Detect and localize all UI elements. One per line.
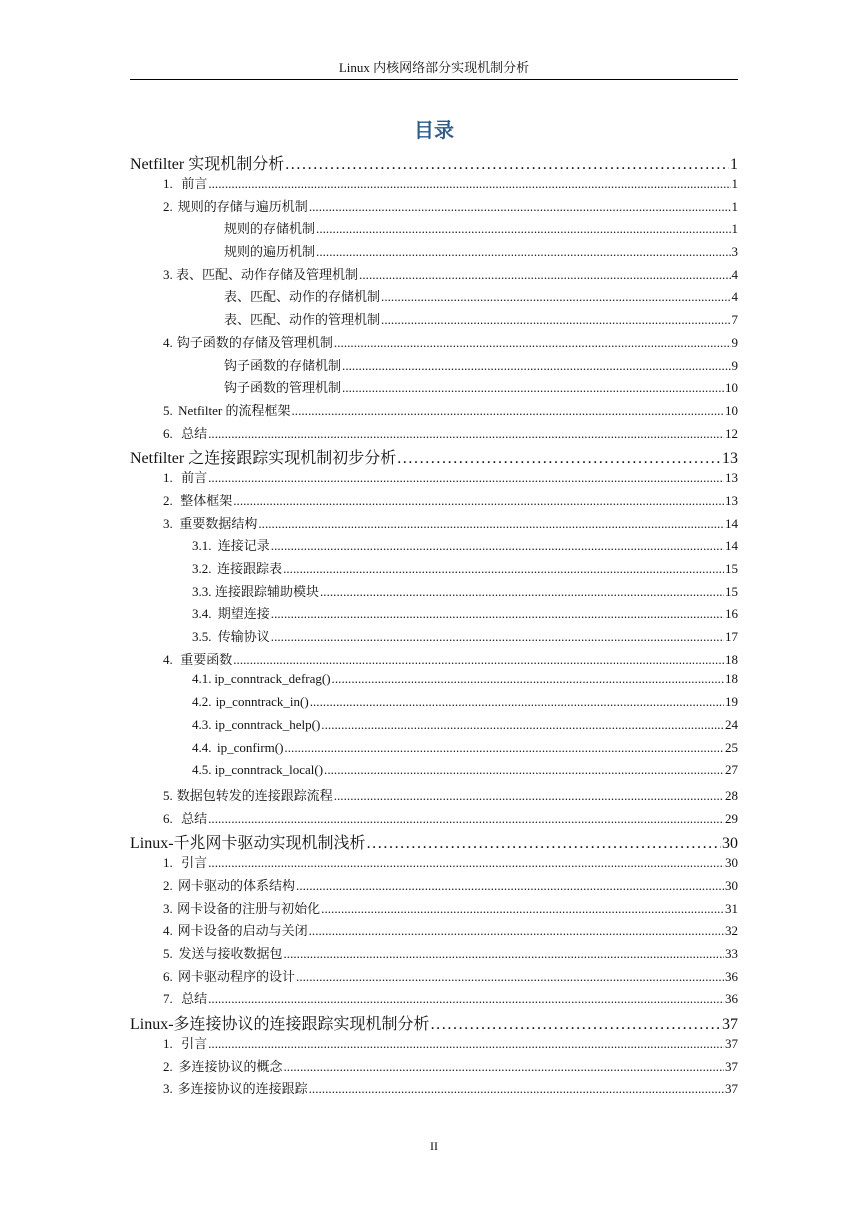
toc-entry-title: Linux-多连接协议的连接跟踪实现机制分析 xyxy=(130,1016,430,1034)
toc-entry-page: 7 xyxy=(731,312,738,328)
toc-entry-page: 10 xyxy=(725,380,738,396)
toc-dot-leader xyxy=(431,1016,721,1034)
toc-entry[interactable] xyxy=(130,717,738,740)
toc-entry-number: 6. xyxy=(163,968,173,984)
toc-entry-number: 3. xyxy=(163,1081,173,1097)
toc-entry[interactable] xyxy=(130,309,738,332)
toc-entry-title: 重要数据结构 xyxy=(179,515,258,531)
toc-entry[interactable] xyxy=(130,355,738,378)
toc-dot-leader xyxy=(271,629,724,645)
toc-entry-page: 30 xyxy=(722,835,738,853)
toc-entry-number: 4. xyxy=(163,923,173,939)
toc-entry[interactable] xyxy=(130,966,738,989)
toc-dot-leader xyxy=(332,671,724,687)
header-rule xyxy=(130,79,738,80)
toc-entry-page: 36 xyxy=(725,991,738,1007)
toc-entry[interactable] xyxy=(130,626,738,649)
toc-entry[interactable] xyxy=(130,490,738,513)
toc-entry-title: 传输协议 xyxy=(217,629,270,645)
toc-entry-title: 钩子函数的存储及管理机制 xyxy=(176,334,333,350)
toc-entry[interactable] xyxy=(130,558,738,581)
toc-dot-leader xyxy=(316,244,730,260)
toc-entry-page: 9 xyxy=(731,334,738,350)
toc-entry-page: 17 xyxy=(725,629,738,645)
toc-dot-leader xyxy=(285,156,729,174)
toc-entry-title: 前言 xyxy=(181,470,208,486)
toc-entry-number: 5. xyxy=(163,946,173,961)
toc-entry-title: 连接记录 xyxy=(217,538,270,554)
toc-entry-number: 5. xyxy=(163,402,173,418)
toc-entry-title: Netfilter 的流程框架 xyxy=(178,402,291,418)
toc-entry-page: 25 xyxy=(725,739,738,755)
toc-entry-title: 规则的存储与遍历机制 xyxy=(177,198,308,214)
toc-entry-title: 表、匹配、动作的存储机制 xyxy=(224,289,381,305)
toc-dot-leader xyxy=(296,878,724,894)
toc-entry-number: 1. xyxy=(163,855,173,871)
toc-dot-leader xyxy=(208,470,724,486)
toc-entry[interactable] xyxy=(130,513,738,536)
toc-entry-number: 1. xyxy=(163,470,173,486)
toc-entry[interactable] xyxy=(130,920,738,943)
toc-entry[interactable] xyxy=(130,467,738,490)
toc-entry[interactable] xyxy=(130,581,738,604)
toc-entry[interactable] xyxy=(130,603,738,626)
toc-dot-leader xyxy=(283,1059,724,1075)
table-of-contents xyxy=(130,151,738,1101)
toc-entry[interactable] xyxy=(130,808,738,831)
toc-entry[interactable] xyxy=(130,785,738,808)
toc-dot-leader xyxy=(284,740,724,756)
toc-entry-page: 28 xyxy=(725,787,738,803)
toc-entry-title: 发送与接收数据包 xyxy=(178,946,283,961)
toc-dot-leader xyxy=(321,901,724,917)
toc-dot-leader xyxy=(334,788,724,804)
toc-dot-leader xyxy=(309,923,724,939)
toc-entry-number: 4.5. xyxy=(192,762,212,778)
toc-entry-number: 2. xyxy=(163,198,173,214)
toc-dot-leader xyxy=(296,969,724,985)
toc-entry-page: 18 xyxy=(725,651,738,667)
toc-entry-title: 多连接协议的概念 xyxy=(178,1058,283,1074)
toc-entry[interactable] xyxy=(130,377,738,400)
toc-entry-title: 总结 xyxy=(181,810,208,826)
toc-entry-page: 13 xyxy=(725,470,738,486)
toc-entry-number: 3.3. xyxy=(192,583,212,599)
toc-entry-title: 表、匹配、动作的管理机制 xyxy=(224,312,381,328)
toc-entry[interactable] xyxy=(130,943,738,966)
toc-entry-page: 30 xyxy=(725,877,738,893)
toc-entry[interactable] xyxy=(130,535,738,558)
toc-entry-title: 引言 xyxy=(181,1036,208,1052)
toc-entry[interactable] xyxy=(130,1011,738,1033)
toc-dot-leader xyxy=(334,335,731,351)
toc-entry-title: 整体框架 xyxy=(180,492,233,508)
toc-entry-number: 3. xyxy=(163,266,173,282)
toc-entry-page: 1 xyxy=(731,221,738,237)
toc-entry-title: ip_confirm() xyxy=(217,739,284,755)
toc-entry[interactable] xyxy=(130,762,738,785)
toc-dot-leader xyxy=(381,289,730,305)
toc-entry-page: 37 xyxy=(722,1016,738,1034)
toc-entry[interactable] xyxy=(130,852,738,875)
toc-dot-leader xyxy=(342,358,730,374)
toc-entry[interactable] xyxy=(130,286,738,309)
toc-entry[interactable] xyxy=(130,988,738,1011)
toc-dot-leader xyxy=(233,493,724,509)
running-header: Linux 内核网络部分实现机制分析 xyxy=(338,60,530,75)
toc-entry[interactable] xyxy=(130,1078,738,1101)
toc-entry-page: 12 xyxy=(725,425,738,441)
toc-entry-title: 网卡驱动的体系结构 xyxy=(178,877,296,893)
toc-entry-page: 33 xyxy=(725,946,738,961)
toc-entry-title: 网卡驱动程序的设计 xyxy=(178,968,296,984)
toc-entry-title: 数据包转发的连接跟踪流程 xyxy=(176,787,333,803)
toc-entry-page: 18 xyxy=(725,671,738,687)
toc-entry[interactable] xyxy=(130,740,738,763)
toc-dot-leader xyxy=(291,403,724,419)
toc-dot-leader xyxy=(283,946,724,962)
toc-entry-number: 2. xyxy=(163,1058,173,1074)
toc-entry-title: 网卡设备的注册与初始化 xyxy=(177,900,321,916)
toc-entry-number: 3.4. xyxy=(192,606,212,622)
toc-entry[interactable] xyxy=(130,173,738,196)
toc-entry-number: 3.2. xyxy=(192,561,212,576)
toc-entry[interactable] xyxy=(130,151,738,173)
toc-entry-title: 钩子函数的存储机制 xyxy=(224,357,342,373)
toc-entry[interactable] xyxy=(130,875,738,898)
toc-entry-number: 4.1. xyxy=(192,671,212,687)
toc-entry-title: 引言 xyxy=(181,855,208,871)
toc-dot-leader xyxy=(233,652,724,668)
toc-entry-title: ip_conntrack_local() xyxy=(214,762,324,778)
toc-entry-number: 5. xyxy=(163,787,173,803)
toc-entry[interactable] xyxy=(130,830,738,852)
toc-dot-leader xyxy=(310,694,724,710)
toc-entry-number: 6. xyxy=(163,425,173,441)
toc-entry-number: 3. xyxy=(163,515,173,531)
toc-dot-leader xyxy=(342,380,724,396)
toc-entry-number: 1. xyxy=(163,1036,173,1052)
toc-dot-leader xyxy=(316,221,730,237)
toc-entry[interactable] xyxy=(130,264,738,287)
toc-entry-title: Linux-千兆网卡驱动实现机制浅析 xyxy=(130,835,366,853)
toc-entry-number: 3.5. xyxy=(192,629,212,645)
toc-entry[interactable] xyxy=(130,1056,738,1079)
toc-entry-page: 31 xyxy=(725,900,738,916)
toc-entry-page: 14 xyxy=(725,538,738,554)
toc-entry-page: 1 xyxy=(730,156,738,173)
toc-entry[interactable] xyxy=(130,196,738,219)
toc-entry-page: 4 xyxy=(731,289,738,305)
toc-dot-leader xyxy=(208,176,730,192)
toc-entry-page: 27 xyxy=(725,762,738,778)
toc-entry-page: 14 xyxy=(725,515,738,531)
toc-dot-leader xyxy=(309,199,731,215)
toc-entry-page: 9 xyxy=(731,357,738,373)
toc-entry-page: 37 xyxy=(725,1036,738,1052)
toc-entry-title: 总结 xyxy=(181,991,208,1007)
toc-entry[interactable] xyxy=(130,423,738,446)
toc-entry-number: 2. xyxy=(163,492,173,508)
toc-entry-title: 钩子函数的管理机制 xyxy=(224,380,342,396)
toc-entry-page: 24 xyxy=(725,716,738,732)
toc-dot-leader xyxy=(397,450,721,468)
toc-entry-title: 规则的存储机制 xyxy=(224,221,316,237)
page-number: II xyxy=(430,1139,438,1153)
toc-entry[interactable] xyxy=(130,218,738,241)
toc-entry-number: 2. xyxy=(163,877,173,893)
toc-entry-page: 4 xyxy=(731,266,738,282)
toc-entry-title: 连接跟踪辅助模块 xyxy=(214,583,319,599)
toc-dot-leader xyxy=(359,267,730,283)
toc-entry[interactable] xyxy=(130,649,738,672)
toc-entry-title: 重要函数 xyxy=(180,651,233,667)
toc-entry[interactable] xyxy=(130,332,738,355)
toc-entry-page: 29 xyxy=(725,810,738,826)
toc-dot-leader xyxy=(283,561,724,577)
toc-entry-page: 36 xyxy=(725,968,738,984)
toc-dot-leader xyxy=(208,991,724,1007)
toc-entry[interactable] xyxy=(130,671,738,694)
toc-entry-number: 6. xyxy=(163,810,173,826)
toc-entry-number: 1. xyxy=(163,176,173,191)
toc-entry-number: 4.3. xyxy=(192,716,212,732)
toc-dot-leader xyxy=(309,1081,724,1097)
toc-entry-page: 1 xyxy=(731,176,738,191)
toc-entry-number: 4. xyxy=(163,651,173,667)
toc-entry-title: ip_conntrack_defrag() xyxy=(214,671,331,687)
toc-entry-page: 13 xyxy=(722,450,738,468)
toc-dot-leader xyxy=(208,426,724,442)
toc-entry-title: Netfilter 之连接跟踪实现机制初步分析 xyxy=(130,450,397,468)
toc-entry-page: 1 xyxy=(731,198,738,214)
toc-dot-leader xyxy=(320,584,724,600)
toc-entry-number: 4. xyxy=(163,334,173,350)
toc-entry-page: 19 xyxy=(725,694,738,710)
toc-entry-page: 10 xyxy=(725,402,738,418)
toc-dot-leader xyxy=(321,717,724,733)
toc-entry-title: 期望连接 xyxy=(217,606,270,622)
toc-entry-title: Netfilter 实现机制分析 xyxy=(130,156,285,173)
toc-entry-title: 表、匹配、动作存储及管理机制 xyxy=(176,266,359,282)
toc-entry-title: 规则的遍历机制 xyxy=(224,244,316,260)
toc-entry-number: 3.1. xyxy=(192,538,212,554)
toc-dot-leader xyxy=(258,516,724,532)
toc-dot-leader xyxy=(208,811,724,827)
toc-entry-page: 15 xyxy=(725,583,738,599)
toc-entry[interactable] xyxy=(130,400,738,423)
toc-dot-leader xyxy=(381,312,730,328)
toc-entry-page: 32 xyxy=(725,923,738,939)
toc-entry[interactable] xyxy=(130,694,738,717)
toc-entry[interactable] xyxy=(130,445,738,467)
toc-entry-page: 37 xyxy=(725,1081,738,1097)
toc-entry[interactable] xyxy=(130,898,738,921)
toc-entry-title: 多连接协议的连接跟踪 xyxy=(177,1081,308,1097)
toc-entry-page: 30 xyxy=(725,855,738,871)
toc-entry-page: 13 xyxy=(725,492,738,508)
toc-entry-page: 37 xyxy=(725,1058,738,1074)
toc-dot-leader xyxy=(208,855,724,871)
toc-entry-title: ip_conntrack_help() xyxy=(214,716,321,732)
toc-title: 目录 xyxy=(414,120,454,142)
toc-entry-title: ip_conntrack_in() xyxy=(215,694,309,710)
toc-entry-number: 4.2. xyxy=(192,694,212,710)
toc-dot-leader xyxy=(271,606,724,622)
toc-dot-leader xyxy=(271,538,724,554)
toc-entry-page: 15 xyxy=(725,561,738,576)
toc-entry[interactable] xyxy=(130,241,738,264)
toc-entry-title: 网卡设备的启动与关闭 xyxy=(177,923,308,939)
toc-dot-leader xyxy=(324,762,724,778)
toc-entry-title: 总结 xyxy=(181,425,208,441)
toc-dot-leader xyxy=(208,1036,724,1052)
toc-entry-page: 16 xyxy=(725,606,738,622)
toc-entry[interactable] xyxy=(130,1033,738,1056)
toc-entry-number: 4.4. xyxy=(192,739,212,755)
toc-entry-page: 3 xyxy=(731,244,738,260)
toc-dot-leader xyxy=(367,835,721,853)
toc-entry-number: 3. xyxy=(163,900,173,916)
toc-entry-title: 前言 xyxy=(181,176,208,191)
toc-entry-title: 连接跟踪表 xyxy=(217,561,283,576)
toc-entry-number: 7. xyxy=(163,991,173,1007)
